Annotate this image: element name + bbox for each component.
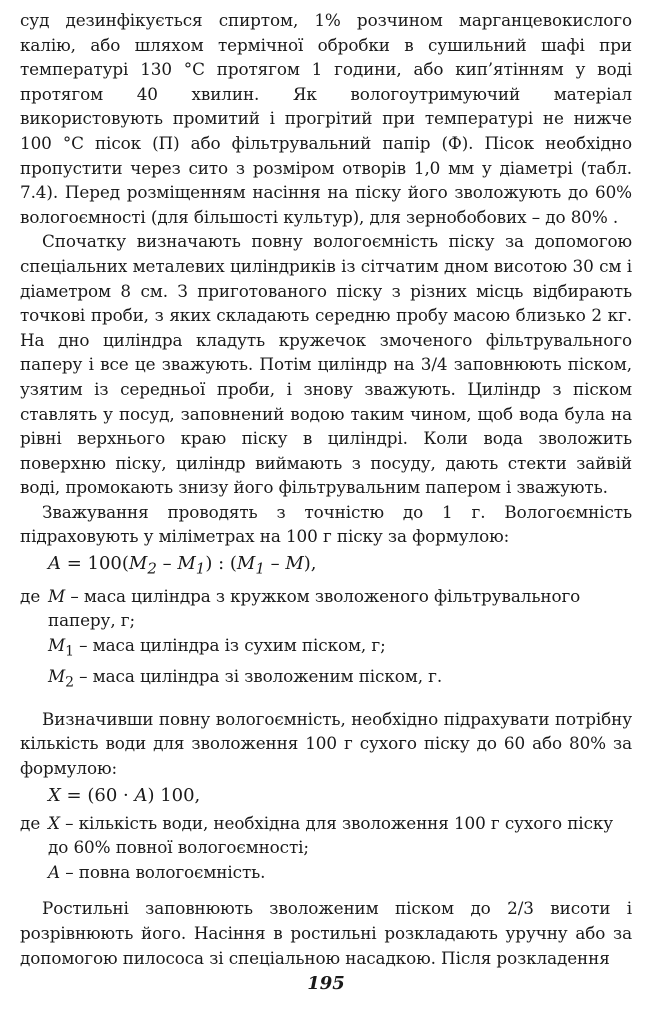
formula-symbol: A <box>134 784 148 806</box>
legend-item <box>48 633 632 664</box>
page-number: 195 <box>307 973 345 994</box>
formula-text: ), <box>303 553 317 575</box>
formula-subscript: 1 <box>255 559 265 578</box>
formula-water-amount <box>20 781 632 811</box>
formula-symbol: X <box>48 784 61 806</box>
legend-text: – маса циліндра з кружком зволоженого фільтрувального паперу, г; <box>48 585 581 631</box>
legend-text: – маса циліндра зі зволоженим піском, г. <box>73 665 443 686</box>
formula-symbol: M <box>128 553 148 575</box>
formula-text: = (60 · <box>60 784 135 806</box>
legend-label: де <box>20 812 41 833</box>
formula-text: – <box>156 553 178 575</box>
formula-subscript: 1 <box>195 559 206 578</box>
formula-legend-1 <box>20 584 632 695</box>
document-page <box>20 8 632 998</box>
formula-subscript: 2 <box>147 559 157 578</box>
legend-symbol: X <box>48 812 60 833</box>
formula-symbol: A <box>48 553 61 575</box>
formula-symbol: M <box>285 553 304 575</box>
legend-item <box>48 860 632 885</box>
formula-text: ) : ( <box>205 553 237 575</box>
legend-item <box>48 664 632 695</box>
legend-symbol: A <box>48 861 61 882</box>
legend-symbol: M <box>48 585 66 606</box>
formula-text: = 100( <box>61 553 129 575</box>
formula-symbol: M <box>177 553 196 575</box>
legend-text: – повна вологоємність. <box>60 861 266 882</box>
formula-wet-capacity <box>20 549 632 584</box>
formula-legend-2 <box>20 811 632 885</box>
legend-symbol: M <box>48 634 66 655</box>
legend-label: де <box>20 585 41 606</box>
legend-symbol: M <box>48 665 66 686</box>
formula-symbol: M <box>236 553 256 575</box>
paragraph-1: суд дезинфікується спиртом, 1% розчином марганцевокислого калію, або шляхом термічної обробки в сушильний шафі при температурі 130 °С протягом 1 години, або кип’ятінням у воді протягом 40 хвилин. Як вологоутримуючий матеріал використовують промитий і прогрітий при температурі не нижче 100 °С пісок (П) або фільтрувальний папір (Ф). Пісок необхідно пропустити через сито з розміром отворів 1,0 мм у діаметрі (табл. 7.4). Перед розміщенням насіння на піску його зволожують до 60% вологоємності (для більшості культур), для зернобобових – до 80% . <box>20 10 632 227</box>
legend-text: – кількість води, необхідна для зволоження 100 г сухого піску до 60% повної вологоємності; <box>48 812 614 858</box>
legend-subscript: 1 <box>65 643 74 660</box>
formula-text: – <box>264 553 286 575</box>
paragraph-4: Визначивши повну вологоємність, необхідно підрахувати потрібну кількість води для зволоження 100 г сухого піску до 60 або 80% за формулою: <box>20 708 632 778</box>
paragraph-3: Зважування проводять з точністю до 1 г. Вологоємність підраховують у міліметрах на 100 г піску за формулою: <box>20 501 632 547</box>
legend-item <box>48 584 632 633</box>
formula-text: ) 100, <box>147 784 201 806</box>
legend-item <box>48 811 632 860</box>
paragraph-5: Ростильні заповнюють зволоженим піском до 2/3 висоти і розрівнюють його. Насіння в ростильні розкладають уручну або за допомогою пилососа зі спеціальною насадкою. Після розкладення <box>20 898 632 968</box>
paragraph-2: Спочатку визначають повну вологоємність піску за допомогою спеціальних металевих циліндриків із сітчатим дном висотою 30 см і діаметром 8 см. З приготованого піску з різних місць відбирають точкові проби, з яких складають середню пробу масою близько 2 кг. На дно циліндра кладуть кружечок змоченого фільтрувального паперу і все це зважують. Потім циліндр на 3/4 заповнюють піском, узятим із середньої проби, і знову зважують. Циліндр з піском ставлять у посуд, заповнений водою таким чином, щоб вода була на рівні верхнього краю піску в циліндрі. Коли вода зволожить поверхню піску, циліндр виймають з посуду, дають стекти зайвій воді, промокають знизу його фільтрувальним папером і зважують. <box>20 231 632 498</box>
legend-text: – маса циліндра із сухим піском, г; <box>73 634 386 655</box>
legend-subscript: 2 <box>65 674 74 691</box>
